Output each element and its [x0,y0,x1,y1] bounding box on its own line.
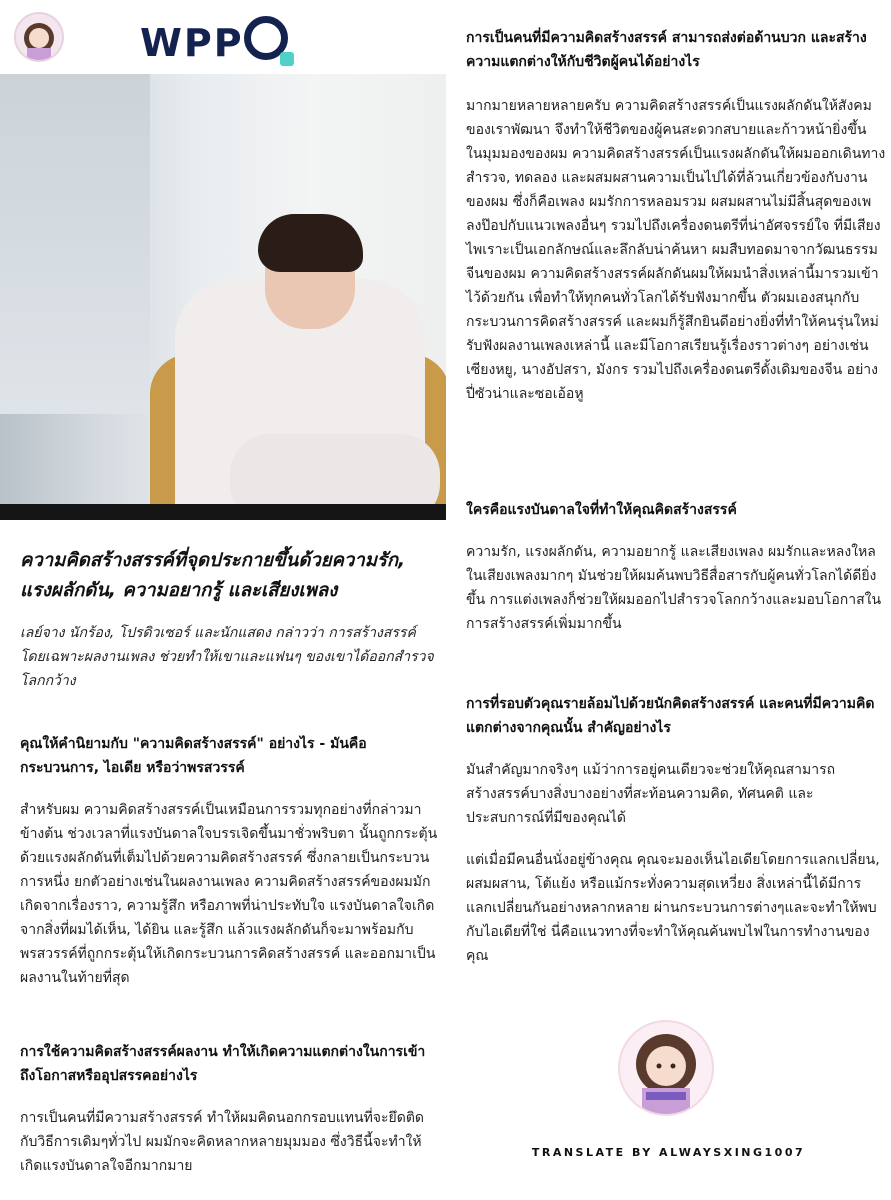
answer-paragraph: มากมายหลายหลายครับ ความคิดสร้างสรรค์เป็นแรงผลักดันให้สังคมของเราพัฒนา จึงทำให้ชีวิตของผู้คนสะดวกสบายและก้าวหน้ายิ่งขึ้น ในมุมมองของผม ความคิดสร้างสรรค์เป็นแรงผลักดันให้ผมออกเดินทางสำรวจ, ทดลอง และผสมผสานความเป็นไปได้ที่ล้วนเกี่ยวข้องกับงานของผม ซึ่งก็คือเพลง ผมรักการหลอมรวม ผสมผสานไม่มีสิ้นสุดของเพลงป๊อปกับแนวเพลงอื่นๆ รวมไปถึงเครื่องดนตรีที่น่าอัศจรรย์ใจ ที่มีเสียงไพเราะเป็นเอกลักษณ์และลึกลับน่าค้นหา ผมสืบทอดมาจากวัฒนธรรมจีนของผม ความคิดสร้างสรรค์ผลักดันผมให้ผมนำสิ่งเหล่านี้มารวมเข้าไว้ด้วยกัน เพื่อทำให้ทุกคนทั่วโลกได้รับฟังมากขึ้น ตัวผมเองสนุกกับกระบวนการคิดสร้างสรรค์ และผมก็รู้สึกยินดีอย่างยิ่งที่ทำให้คนรุ่นใหม่รับฟังผลงานเพลงเหล่านี้ และมีโอกาสเรียนรู้เรื่องราวต่างๆ อย่างเช่น เซียงหยู, นางอัปสรา, มังกร รวมไปถึงเครื่องดนตรีดั้งเดิมของจีน อย่าง ปี่ซัวน่าและซอเอ้อหู [466,98,886,402]
qa-block-2 [20,1040,440,1178]
question-heading: การที่รอบตัวคุณรายล้อมไปด้วยนักคิดสร้างสรรค์ และคนที่มีความคิดแตกต่างจากคุณนั้น สำคัญอย่างไร [466,696,875,736]
answer-paragraph: การเป็นคนที่มีความสร้างสรรค์ ทำให้ผมคิดนอกกรอบแทนที่จะยึดติดกับวิธีการเดิมๆทั่วไป ผมมักจะคิดหลากหลายมุมมอง ซึ่งวิธีนี้จะทำให้เกิดแรงบันดาลใจอีกมากมาย [20,1110,425,1174]
qa-block-4 [466,498,886,636]
question-heading: คุณให้คำนิยามกับ "ความคิดสร้างสรรค์" อย่างไร - มันคือกระบวนการ, ไอเดีย หรือว่าพรสวรรค์ [20,736,367,776]
question-heading: ใครคือแรงบันดาลใจที่ทำให้คุณคิดสร้างสรรค์ [466,502,737,518]
translator-credit: TRANSLATE BY ALWAYSXING1007 [531,1146,806,1159]
qa-block-3 [466,26,886,406]
qa-block-5 [466,692,886,968]
answer-paragraph-2: แต่เมื่อมีคนอื่นนั่งอยู่ข้างคุณ คุณจะมองเห็นไอเดียโดยการแลกเปลี่ยน, ผสมผสาน, โต้แย้ง หรือแม้กระทั่งความสุดเหวี่ยง สิ่งเหล่านี้ได้มีการแลกเปลี่ยนกันอย่างหลากหลาย ผ่านกระบวนการต่างๆและจะทำให้พบกับไอเดียที่ใช่ นี่คือแนวทางที่จะทำให้คุณค้นพบไฟในการทำงานของคุณ [466,852,880,964]
right-column [446,0,891,1200]
answer-paragraph: มันสำคัญมากจริงๆ แม้ว่าการอยู่คนเดียวจะช่วยให้คุณสามารถสร้างสรรค์บางสิ่งบางอย่างที่สะท้อนความคิด, ทัศนคติ และประสบการณ์ที่มีของคุณได้ [466,762,836,826]
wppq-logo: WPP [140,16,288,64]
translator-sticker-icon [618,1020,714,1116]
answer-paragraph: ความรัก, แรงผลักดัน, ความอยากรู้ และเสียงเพลง ผมรักและหลงใหลในเสียงเพลงมากๆ มันช่วยให้ผมค้นพบวิธีสื่อสารกับผู้คนทั่วโลกได้ดียิ่งขึ้น การแต่งเพลงก็ช่วยให้ผมออกไปสำรวจโลกกว้างและมอบโอกาสในการสร้างสรรค์เพิ่มมากขึ้น [466,544,882,632]
article-title: ความคิดสร้างสรรค์ที่จุดประกายขึ้นด้วยความรัก, แรงผลักดัน, ความอยากรู้ และเสียงเพลง [20,550,406,601]
question-heading: การเป็นคนที่มีความคิดสร้างสรรค์ สามารถส่งต่อด้านบวก และสร้างความแตกต่างให้กับชีวิตผู้คนได้อย่างไร [466,30,867,70]
portrait-photo [0,74,446,520]
answer-paragraph: สำหรับผม ความคิดสร้างสรรค์เป็นเหมือนการรวมทุกอย่างที่กล่าวมาข้างต้น ช่วงเวลาที่แรงบันดาลใจบรรเจิดขึ้นมาชั่วพริบตา นั้นถูกกระตุ้นด้วยแรงผลักดันที่เต็มไปด้วยความคิดสร้างสรรค์ ซึ่งกลายเป็นกระบวนการหนึ่ง ยกตัวอย่างเช่นในผลงานเพลง ความคิดสร้างสรรค์ของผมมักเกิดจากเรื่องราว, ความรู้สึก หรือภาพที่น่าประทับใจ แรงบันดาลใจเกิดจากสิ่งที่ผมได้เห็น, ได้ยิน และรู้สึก แล้วแรงผลักดันก็จะมาพร้อมกับพรสวรรค์ที่ถูกกระตุ้นให้เกิดกระบวนการคิดสร้างสรรค์ และออกมาเป็นผลงานในท้ายที่สุด [20,802,438,986]
qa-block-1 [20,732,440,990]
question-heading: การใช้ความคิดสร้างสรรค์ผลงาน ทำให้เกิดความแตกต่างในการเข้าถึงโอกาสหรืออุปสรรคอย่างไร [20,1044,426,1084]
translator-avatar-icon [14,12,64,62]
article-intro: เลย์จาง นักร้อง, โปรดิวเซอร์ และนักแสดง กล่าวว่า การสร้างสรรค์ โดยเฉพาะผลงานเพลง ช่วยทำให้เขาและแฟนๆ ของเขาได้ออกสำรวจโลกกว้าง [20,625,434,689]
